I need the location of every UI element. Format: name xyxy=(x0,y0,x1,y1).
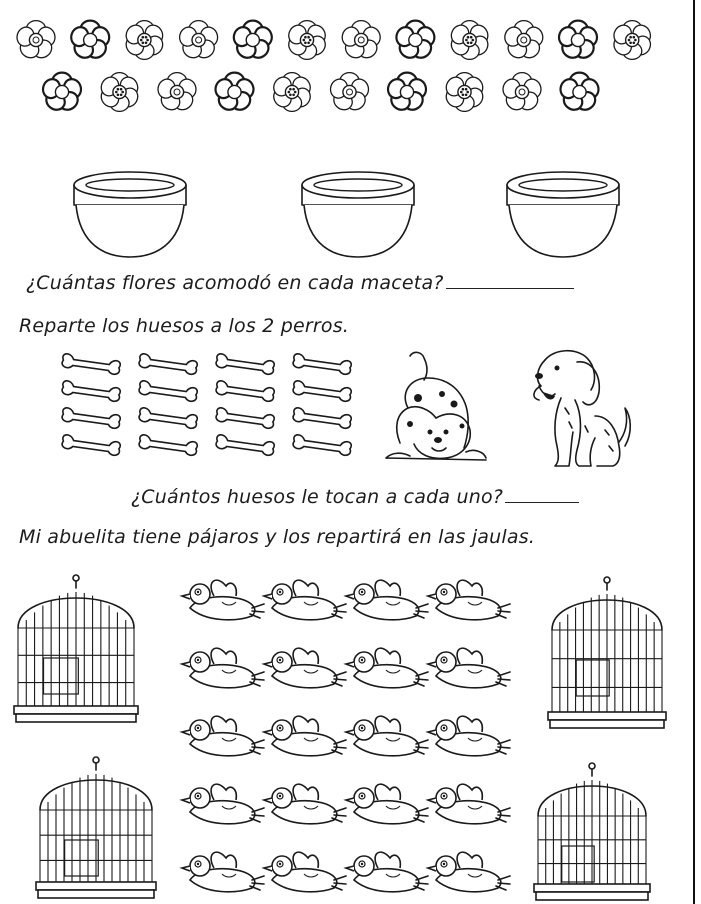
bone-icon xyxy=(62,353,121,375)
instruction-birds: Mi abuelita tiene pájaros y los repartirá en las jaulas. xyxy=(19,526,536,548)
answer-blank-bones[interactable] xyxy=(505,501,579,503)
flower-icon xyxy=(394,21,437,62)
bone-icon xyxy=(293,407,352,429)
question-bones-text: ¿Cuántos huesos le tocan a cada uno? xyxy=(131,486,504,508)
flower-icon xyxy=(558,73,601,114)
bone-icon xyxy=(216,353,275,375)
bird-icon xyxy=(264,784,346,824)
flower-icon xyxy=(611,21,654,60)
bird-icon xyxy=(264,648,346,688)
bird-icon xyxy=(428,580,510,620)
flower-icon xyxy=(41,73,84,114)
flower-icon xyxy=(213,73,256,114)
flowers-group xyxy=(0,0,690,130)
birdcage-icon xyxy=(534,763,650,900)
bones-group xyxy=(55,350,375,470)
bird-icon xyxy=(428,716,510,756)
flower-icon xyxy=(177,21,220,62)
flower-icon xyxy=(502,21,545,62)
bird-icon xyxy=(428,852,510,892)
bird-icon xyxy=(346,784,428,824)
bird-icon xyxy=(346,648,428,688)
flower-icon xyxy=(557,21,600,62)
bone-icon xyxy=(62,407,121,429)
bird-icon xyxy=(182,716,264,756)
flower-icon xyxy=(386,73,429,114)
flower-icon xyxy=(231,21,274,62)
flower-pot-icon xyxy=(302,172,414,257)
bird-icon xyxy=(264,716,346,756)
bird-icon xyxy=(346,580,428,620)
bird-icon xyxy=(182,784,264,824)
flower-icon xyxy=(156,73,199,114)
bone-icon xyxy=(216,434,275,456)
question-bones xyxy=(131,486,579,508)
dalmatian-puppy-icon xyxy=(380,348,490,468)
bone-icon xyxy=(216,407,275,429)
question-flowers xyxy=(26,272,574,294)
bird-icon xyxy=(182,852,264,892)
birdcage-icon xyxy=(548,577,666,728)
bird-icon xyxy=(428,784,510,824)
question-flowers-text: ¿Cuántas flores acomodó en cada maceta? xyxy=(26,272,444,294)
birds-group xyxy=(172,570,512,900)
flower-icon xyxy=(448,21,491,60)
bone-icon xyxy=(139,380,198,402)
bone-icon xyxy=(139,353,198,375)
bird-icon xyxy=(182,580,264,620)
bone-icon xyxy=(139,434,198,456)
bird-icon xyxy=(264,852,346,892)
birdcage-icon xyxy=(14,575,138,722)
flower-icon xyxy=(501,73,544,114)
flower-icon xyxy=(123,21,166,60)
flower-icon xyxy=(69,21,112,62)
bird-icon xyxy=(264,580,346,620)
flower-icon xyxy=(328,73,371,114)
flower-icon xyxy=(443,73,486,112)
fluffy-dog-icon xyxy=(525,346,635,476)
flower-pots-group xyxy=(0,165,690,265)
bone-icon xyxy=(216,380,275,402)
bone-icon xyxy=(293,353,352,375)
answer-blank-flowers[interactable] xyxy=(446,287,574,289)
flower-icon xyxy=(340,21,383,62)
flower-icon xyxy=(15,21,58,62)
bone-icon xyxy=(139,407,198,429)
flower-pot-icon xyxy=(74,172,186,257)
flower-icon xyxy=(285,21,328,60)
bird-icon xyxy=(346,716,428,756)
bone-icon xyxy=(293,434,352,456)
page-border-right xyxy=(693,0,695,904)
bird-icon xyxy=(346,852,428,892)
bird-icon xyxy=(182,648,264,688)
bone-icon xyxy=(62,380,121,402)
instruction-bones: Reparte los huesos a los 2 perros. xyxy=(19,315,350,337)
bone-icon xyxy=(293,380,352,402)
flower-icon xyxy=(270,73,313,112)
bird-icon xyxy=(428,648,510,688)
birdcage-icon xyxy=(36,757,156,898)
flower-icon xyxy=(98,73,141,112)
flower-pot-icon xyxy=(507,172,619,257)
bone-icon xyxy=(62,434,121,456)
